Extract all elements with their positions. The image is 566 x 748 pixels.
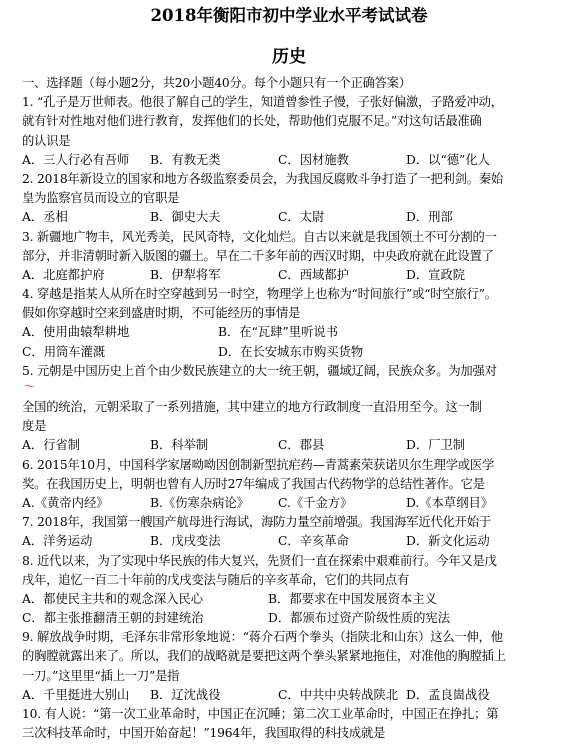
option-d[interactable]: D．新文化运动 [406, 534, 490, 549]
question-8-line: 戌年，追忆一百二十年前的戊戌变法与随后的辛亥革命，它们的共同点有 [22, 572, 410, 587]
question-9-line: 一刀。”这里里“插上一刀”是指 [22, 668, 180, 683]
question-1-line: 1. “孔子是万世师表。他很了解自己的学生，知道曾参性子慢，子张好偏激，子路爱冲动， [22, 95, 503, 110]
question-9-line: 的胸膛就露出来了。所以，我们的战略就是要把这两个拳头紧紧地拖住，对准他的胸膛插上 [22, 649, 506, 664]
option-d[interactable]: D．在长安城东市购买货物 [218, 344, 364, 359]
option-b[interactable]: B．科举制 [150, 438, 209, 453]
question-8-options [22, 609, 556, 628]
question-3-options [22, 266, 556, 285]
option-b[interactable]: B．都要求在中国发展资本主义 [268, 591, 437, 606]
question-2-options [22, 208, 556, 227]
question-5-options [22, 436, 556, 455]
question-list [22, 74, 556, 743]
option-b[interactable]: B．戊戌变法 [150, 534, 221, 549]
question-1-line: 就有针对性地对他们进行教育，发挥他们的长处，帮助他们克服不足。”对这句话最准确 [22, 114, 482, 129]
option-b[interactable]: B．辽沈战役 [150, 687, 221, 702]
option-a[interactable]: A．都使民主共和的观念深入民心 [22, 591, 204, 606]
option-b[interactable]: B．御史大夫 [150, 210, 221, 225]
option-a[interactable]: A．丞相 [22, 210, 68, 225]
option-d[interactable]: D．都颁布过资产阶级性质的宪法 [268, 611, 451, 626]
question-2-line: 皇为监察官员而设立的官职是 [22, 191, 180, 206]
option-d[interactable]: D.《本草纲目》 [406, 495, 494, 510]
option-c[interactable]: C．都主张推翻清王朝的封建统治 [22, 611, 204, 626]
option-b[interactable]: B.《伤寒杂病论》 [150, 495, 250, 510]
question-3-line: 部分，并非清朝时新入版图的疆土。早在二千多年前的西汉时期，中央政府就在此设置了 [22, 248, 494, 263]
question-5-line: 全国的统治，元朝采取了一系列措施，其中建立的地方行政制度一直沿用至今。这一制 [22, 400, 482, 414]
option-d[interactable]: D．孟良崮战役 [406, 687, 490, 702]
instructions: 一、选择题（每小题2分，共20小题40分。每个小题只有一个正确答案） [22, 76, 411, 90]
option-a[interactable]: A．行省制 [22, 438, 81, 453]
question-9-line: 9. 解放战争时期，毛泽东非常形象地说：“蒋介石两个拳头（指陕北和山东）这么一伸，他 [22, 630, 503, 645]
option-c[interactable]: C.《千金方》 [278, 495, 353, 510]
exam-title: 2018年衡阳市初中学业水平考试试卷 [150, 6, 428, 25]
subject-title: 历史 [272, 47, 306, 67]
question-2-line: 2. 2018年新设立的国家和地方各级监察委员会，为我国反腐败斗争打造了一把利剑。秦始 [22, 171, 504, 186]
option-c[interactable]: C．西域都护 [278, 267, 349, 282]
option-b[interactable]: B．有教无类 [150, 152, 221, 167]
question-10-line: 10. 有人说：“第一次工业革命时，中国正在沉睡；第二次工业革命时，中国正在挣扎；第 [22, 707, 499, 721]
option-d[interactable]: D．厂卫制 [406, 438, 466, 453]
option-a[interactable]: A．北庭都护府 [22, 267, 105, 282]
option-a[interactable]: A．三人行必有吾师 [22, 152, 130, 167]
option-c[interactable]: C．辛亥革命 [278, 534, 349, 549]
option-d[interactable]: D．宣政院 [406, 267, 466, 282]
question-4-options [22, 343, 556, 362]
question-6-options [22, 494, 556, 513]
question-10-line: 三次科技革命时，中国开始奋起！”1964年，我国取得的科技成就是 [22, 726, 386, 741]
question-8-line: 8. 近代以来，为了实现中华民族的伟大复兴，先贤们一直在探索中艰难前行。今年又是戊 [22, 553, 497, 568]
option-c[interactable]: C．因材施教 [278, 152, 349, 167]
red-squiggle-mark: ～ [24, 380, 35, 393]
option-a[interactable]: A．千里挺进大别山 [22, 687, 130, 702]
question-4-line: 4. 穿越是指某人从所在时空穿越到另一时空，物理学上也称为“时间旅行”或“时空旅行”。 [22, 287, 497, 302]
option-c[interactable]: C．太尉 [278, 210, 325, 225]
option-d[interactable]: D．刑部 [406, 210, 453, 225]
question-5-line: 度是 [22, 419, 47, 434]
question-4-options [22, 323, 556, 342]
option-b[interactable]: B．伊犁将军 [150, 267, 221, 282]
question-1-line: 的认识是 [22, 133, 71, 148]
option-a[interactable]: A．使用曲辕犁耕地 [22, 325, 130, 340]
option-a[interactable]: A．洋务运动 [22, 534, 93, 549]
question-1-options [22, 151, 556, 170]
option-b[interactable]: B．在“瓦肆”里听说书 [218, 325, 338, 340]
question-7-line: 7. 2018年，我国第一艘国产航母进行海试，海防力量空前增强。我国海军近代化开始于 [22, 515, 491, 530]
question-6-line: 6. 2015年10月，中国科学家屠呦呦因创制新型抗疟药—青蒿素荣获诺贝尔生理学或医学 [22, 457, 495, 472]
question-7-options [22, 532, 556, 551]
option-c[interactable]: C．中共中央转战陕北 [278, 687, 399, 702]
question-4-line: 假如你穿越时空来到盛唐时期，不可能经历的事情是 [22, 306, 301, 321]
question-6-line: 奖。在我国历史上，明朝也曾有人历时27年编成了我国古代药物学的总结性著作。它是 [22, 476, 485, 491]
option-a[interactable]: A.《黄帝内经》 [22, 495, 109, 510]
question-3-line: 3. 新疆地广物丰，风光秀美，民风奇特，文化灿烂。自古以来就是我国领土不可分割的一 [22, 229, 497, 244]
option-d[interactable]: D．以“德”化人 [406, 152, 490, 167]
page-break-gap [22, 381, 556, 398]
option-c[interactable]: C．郡县 [278, 438, 325, 453]
question-5-line: 5. 元朝是中国历史上首个由少数民族建立的大一统王朝，疆域辽阔，民族众多。为加强对 [22, 363, 497, 378]
question-8-options [22, 590, 556, 609]
question-9-options [22, 686, 556, 705]
option-c[interactable]: C．用筒车灌溉 [22, 344, 106, 359]
